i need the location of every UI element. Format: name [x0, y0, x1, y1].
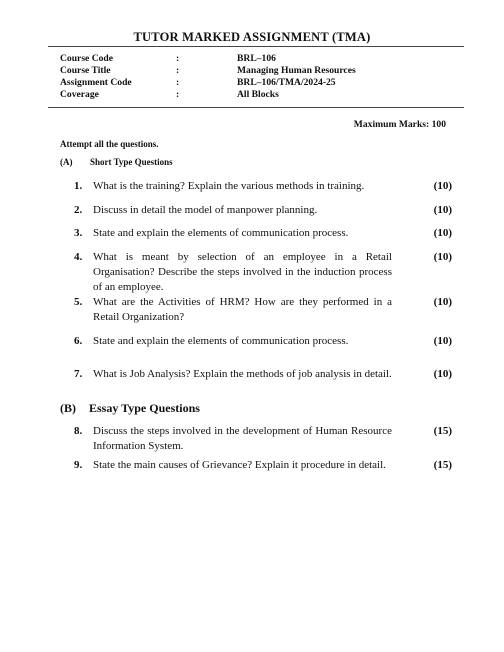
instruction-text: Attempt all the questions.	[60, 139, 159, 149]
course-info-row	[60, 89, 460, 100]
question-number: 1.	[74, 180, 83, 192]
question-text: State and explain the elements of communication process.	[93, 227, 349, 239]
section-letter: (B)	[60, 401, 76, 415]
section-b-heading	[60, 401, 200, 416]
question-text: Discuss the steps involved in the development of Human Resource Information System.	[93, 425, 392, 452]
question-text: What are the Activities of HRM? How are they performed in a Retail Organization?	[93, 296, 392, 323]
question-marks: (15)	[433, 459, 452, 471]
question-number: 5.	[74, 296, 83, 308]
section-title: Essay Type Questions	[89, 401, 200, 415]
section-title: Short Type Questions	[90, 157, 173, 167]
question-number: 9.	[74, 459, 83, 471]
question-marks: (10)	[433, 335, 452, 347]
question-marks: (10)	[433, 180, 452, 192]
question-marks: (10)	[433, 204, 452, 216]
question-text: What is the training? Explain the various methods in training.	[93, 180, 365, 192]
course-info-row	[60, 77, 460, 88]
colon: :	[176, 77, 180, 88]
bottom-rule	[48, 107, 464, 108]
colon: :	[176, 65, 180, 76]
coverage-label: Coverage	[60, 89, 99, 100]
page-title: TUTOR MARKED ASSIGNMENT (TMA)	[133, 30, 371, 44]
question-marks: (15)	[433, 425, 452, 437]
question-marks: (10)	[433, 368, 452, 380]
course-code-value: BRL–106	[237, 53, 276, 64]
assignment-code-value: BRL–106/TMA/2024-25	[237, 77, 336, 88]
course-info-row	[60, 65, 460, 76]
question-number: 8.	[74, 425, 83, 437]
question-marks: (10)	[433, 227, 452, 239]
question-number: 3.	[74, 227, 83, 239]
course-title-value: Managing Human Resources	[237, 65, 356, 76]
question-text: What is meant by selection of an employee in a Retail Organisation? Describe the steps involved in the induction process of an employee.	[93, 251, 392, 293]
colon: :	[176, 89, 180, 100]
maximum-marks: Maximum Marks: 100	[353, 119, 446, 130]
top-rule	[48, 46, 464, 47]
question-number: 6.	[74, 335, 83, 347]
section-a-heading	[60, 157, 173, 167]
colon: :	[176, 53, 180, 64]
question-number: 4.	[74, 251, 83, 263]
question-text: State the main causes of Grievance? Explain it procedure in detail.	[93, 459, 386, 471]
question-text: What is Job Analysis? Explain the methods of job analysis in detail.	[93, 368, 392, 380]
course-title-label: Course Title	[60, 65, 111, 76]
assignment-code-label: Assignment Code	[60, 77, 132, 88]
question-text: State and explain the elements of communication process.	[93, 335, 349, 347]
question-text: Discuss in detail the model of manpower planning.	[93, 204, 318, 216]
question-marks: (10)	[433, 296, 452, 308]
section-letter: (A)	[60, 157, 73, 167]
question-marks: (10)	[433, 251, 452, 263]
question-number: 7.	[74, 368, 83, 380]
course-code-label: Course Code	[60, 53, 114, 64]
question-number: 2.	[74, 204, 83, 216]
course-info-row	[60, 53, 460, 64]
coverage-value: All Blocks	[237, 89, 279, 100]
